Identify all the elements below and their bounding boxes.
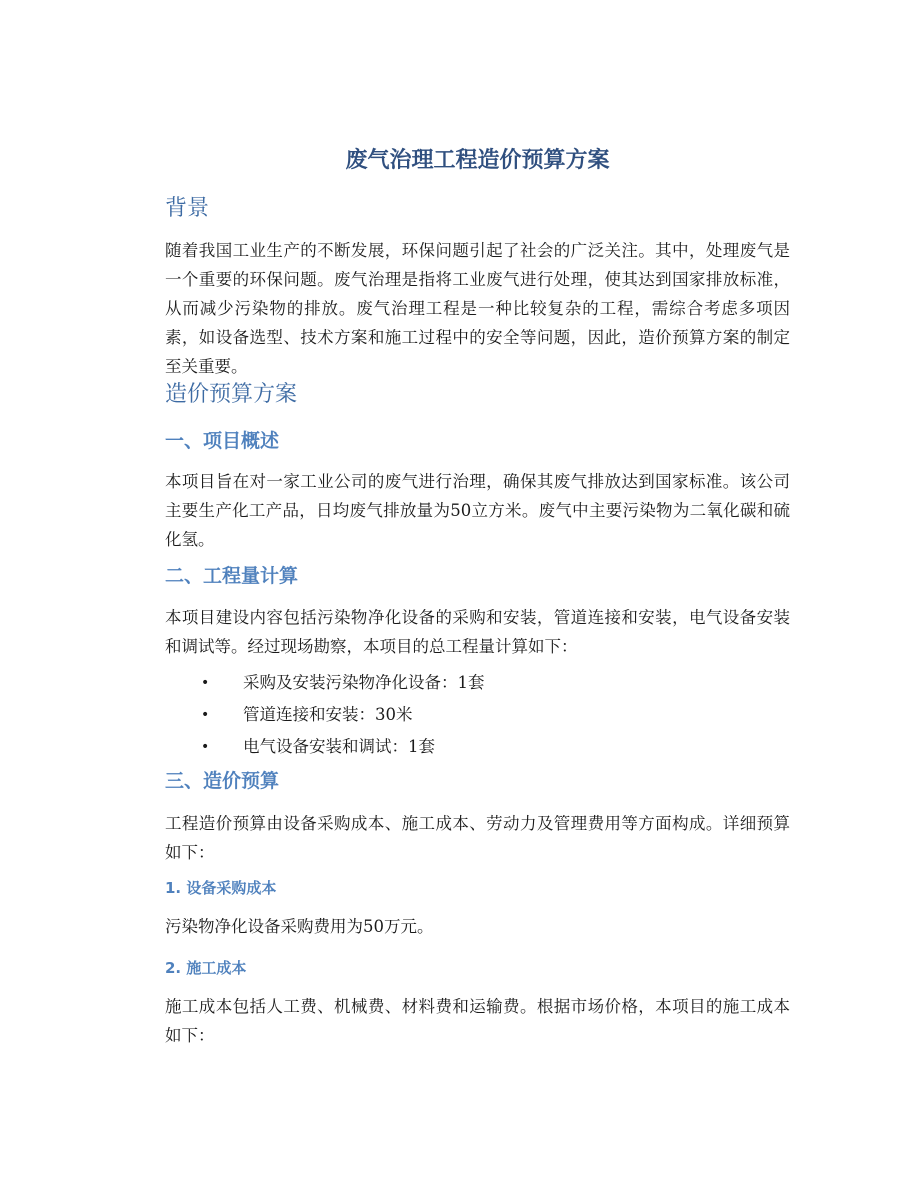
document-title: 废气治理工程造价预算方案 xyxy=(345,148,610,173)
heading-quantity-calculation: 二、工程量计算 xyxy=(165,565,299,587)
heading-cost-budget: 三、造价预算 xyxy=(165,770,280,792)
heading-background: 背景 xyxy=(165,196,210,221)
paragraph-cost-budget: 工程造价预算由设备采购成本、施工成本、劳动力及管理费用等方面构成。详细预算如下： xyxy=(165,814,790,862)
bullet-icon: • xyxy=(201,675,210,691)
bullet-icon: • xyxy=(201,739,210,755)
bullet-icon: • xyxy=(201,707,210,723)
paragraph-background xyxy=(165,236,790,381)
paragraph-equipment-cost: 污染物净化设备采购费用为50万元。 xyxy=(165,917,434,936)
paragraph-quantity-calculation: 本项目建设内容包括污染物净化设备的采购和安装，管道连接和安装，电气设备安装和调试等。经过现场勘察，本项目的总工程量计算如下： xyxy=(165,608,790,656)
heading-construction-cost: 2. 施工成本 xyxy=(165,959,247,977)
paragraph-construction-cost: 施工成本包括人工费、机械费、材料费和运输费。根据市场价格，本项目的施工成本如下： xyxy=(165,997,790,1045)
list-item xyxy=(201,731,485,763)
heading-equipment-cost: 1. 设备采购成本 xyxy=(165,879,277,897)
heading-project-overview: 一、项目概述 xyxy=(165,430,280,452)
paragraph-project-overview: 本项目旨在对一家工业公司的废气进行治理，确保其废气排放达到国家标准。该公司主要生产化工产品，日均废气排放量为50立方米。废气中主要污染物为二氧化碳和硫化氢。 xyxy=(165,472,790,549)
list-item xyxy=(201,667,485,699)
heading-budget-plan: 造价预算方案 xyxy=(165,382,298,407)
list-item-text: 采购及安装污染物净化设备：1套 xyxy=(243,673,485,692)
quantity-list xyxy=(201,667,485,763)
list-item-text: 管道连接和安装：30米 xyxy=(243,705,413,724)
paragraph-background-text: 随着我国工业生产的不断发展，环保问题引起了社会的广泛关注。其中，处理废气是一个重要的环保问题。废气治理是指将工业废气进行处理，使其达到国家排放标准，从而减少污染物的排放。废气治理工程是一种比较复杂的工程，需综合考虑多项因素，如设备选型、技术方案和施工过程中的安全等问题，因此，造价预算方案的制定至关重要。 xyxy=(165,241,790,376)
list-item xyxy=(201,699,485,731)
list-item-text: 电气设备安装和调试：1套 xyxy=(243,737,435,756)
